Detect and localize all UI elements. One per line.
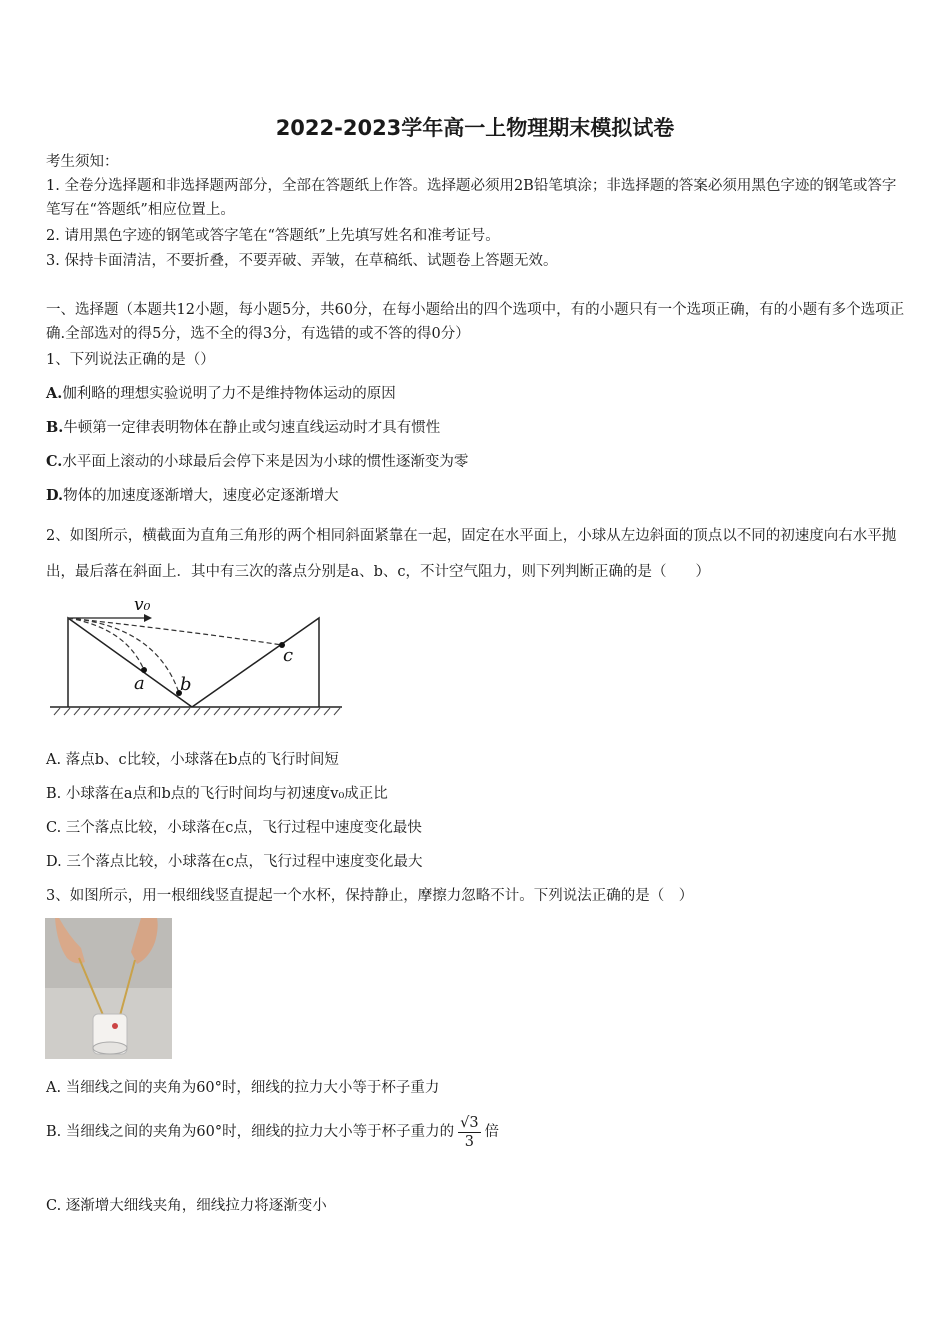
q1-stem: 1、下列说法正确的是（） — [46, 352, 215, 368]
cup-lifting-photo — [45, 918, 172, 1059]
q3-stem: 3、如图所示，用一根细线竖直提起一个水杯，保持静止，摩擦力忽略不计。下列说法正确的是（ ） — [46, 888, 694, 904]
cup-pattern — [112, 1023, 118, 1029]
q1-option-b: B.牛顿第一定律表明物体在静止或匀速直线运动时才具有惯性 — [46, 419, 441, 436]
ground-hatch — [54, 708, 340, 715]
section-heading: 一、选择题（本题共12小题，每小题5分，共60分，在每小题给出的四个选项中，有的小题只有一个选项正确，有的小题有多个选项正确.全部选对的得5分，选不全的得3分，有选错的或不答的得0分） — [46, 302, 905, 342]
option-letter: D. — [46, 487, 64, 504]
q2-option-c: C. 三个落点比较，小球落在c点，飞行过程中速度变化最快 — [46, 820, 422, 836]
q3-option-b-text: B. 当细线之间的夹角为60°时，细线的拉力大小等于杯子重力的 — [46, 1124, 455, 1140]
q2-option-a: A. 落点b、c比较，小球落在b点的飞行时间短 — [46, 752, 339, 768]
label-a: a — [134, 673, 145, 694]
notice-item-2: 2. 请用黑色字迹的钢笔或答字笔在“答题纸”上先填写姓名和准考证号。 — [46, 228, 500, 244]
option-letter: C. — [46, 453, 63, 470]
right-incline — [192, 618, 319, 707]
q1-option-d: D.物体的加速度逐渐增大，速度必定逐渐增大 — [46, 487, 339, 504]
label-c: c — [283, 645, 294, 666]
q1-option-c: C.水平面上滚动的小球最后会停下来是因为小球的惯性逐渐变为零 — [46, 453, 469, 470]
option-letter: A. — [46, 385, 63, 402]
q2-option-b: B. 小球落在a点和b点的飞行时间均与初速度v₀成正比 — [46, 786, 388, 802]
notice-heading: 考生须知： — [46, 154, 119, 170]
fraction-denominator: 3 — [464, 1133, 474, 1150]
label-v0: v₀ — [134, 595, 151, 615]
q2-stem: 2、如图所示，横截面为直角三角形的两个相同斜面紧靠在一起，固定在水平面上，小球从左边斜面的顶点以不同的初速度向右水平抛出，最后落在斜面上．其中有三次的落点分别是a、b、c，不计空气阻力，则下列判断正确的是（ ） — [46, 528, 897, 580]
inclined-planes-figure — [46, 588, 346, 720]
q3-option-b-suffix: 倍 — [484, 1124, 500, 1140]
q2-option-d: D. 三个落点比较，小球落在c点，飞行过程中速度变化最大 — [46, 854, 423, 870]
q3-option-a: A. 当细线之间的夹角为60°时，细线的拉力大小等于杯子重力 — [46, 1080, 440, 1096]
left-incline — [68, 618, 192, 707]
notice-item-3: 3. 保持卡面清洁，不要折叠，不要弄破、弄皱，在草稿纸、试题卷上答题无效。 — [46, 253, 558, 269]
label-b: b — [180, 674, 192, 695]
page-title: 2022-2023学年高一上物理期末模拟试卷 — [275, 116, 675, 140]
arrow-head-icon — [144, 614, 152, 622]
photo-illustration — [45, 918, 172, 1059]
option-letter: B. — [46, 419, 64, 436]
notice-item-1: 1. 全卷分选择题和非选择题两部分，全部在答题纸上作答。选择题必须用2B铅笔填涂；非选择题的答案必须用黑色字迹的钢笔或答字笔写在“答题纸”相应位置上。 — [46, 178, 897, 218]
q3-option-c: C. 逐渐增大细线夹角，细线拉力将逐渐变小 — [46, 1198, 327, 1214]
q3-option-b — [46, 1112, 499, 1152]
sqrt3-over-3-fraction — [458, 1114, 480, 1151]
q1-option-a: A.伽利略的理想实验说明了力不是维持物体运动的原因 — [46, 385, 396, 402]
fraction-numerator: √3 — [460, 1114, 479, 1131]
